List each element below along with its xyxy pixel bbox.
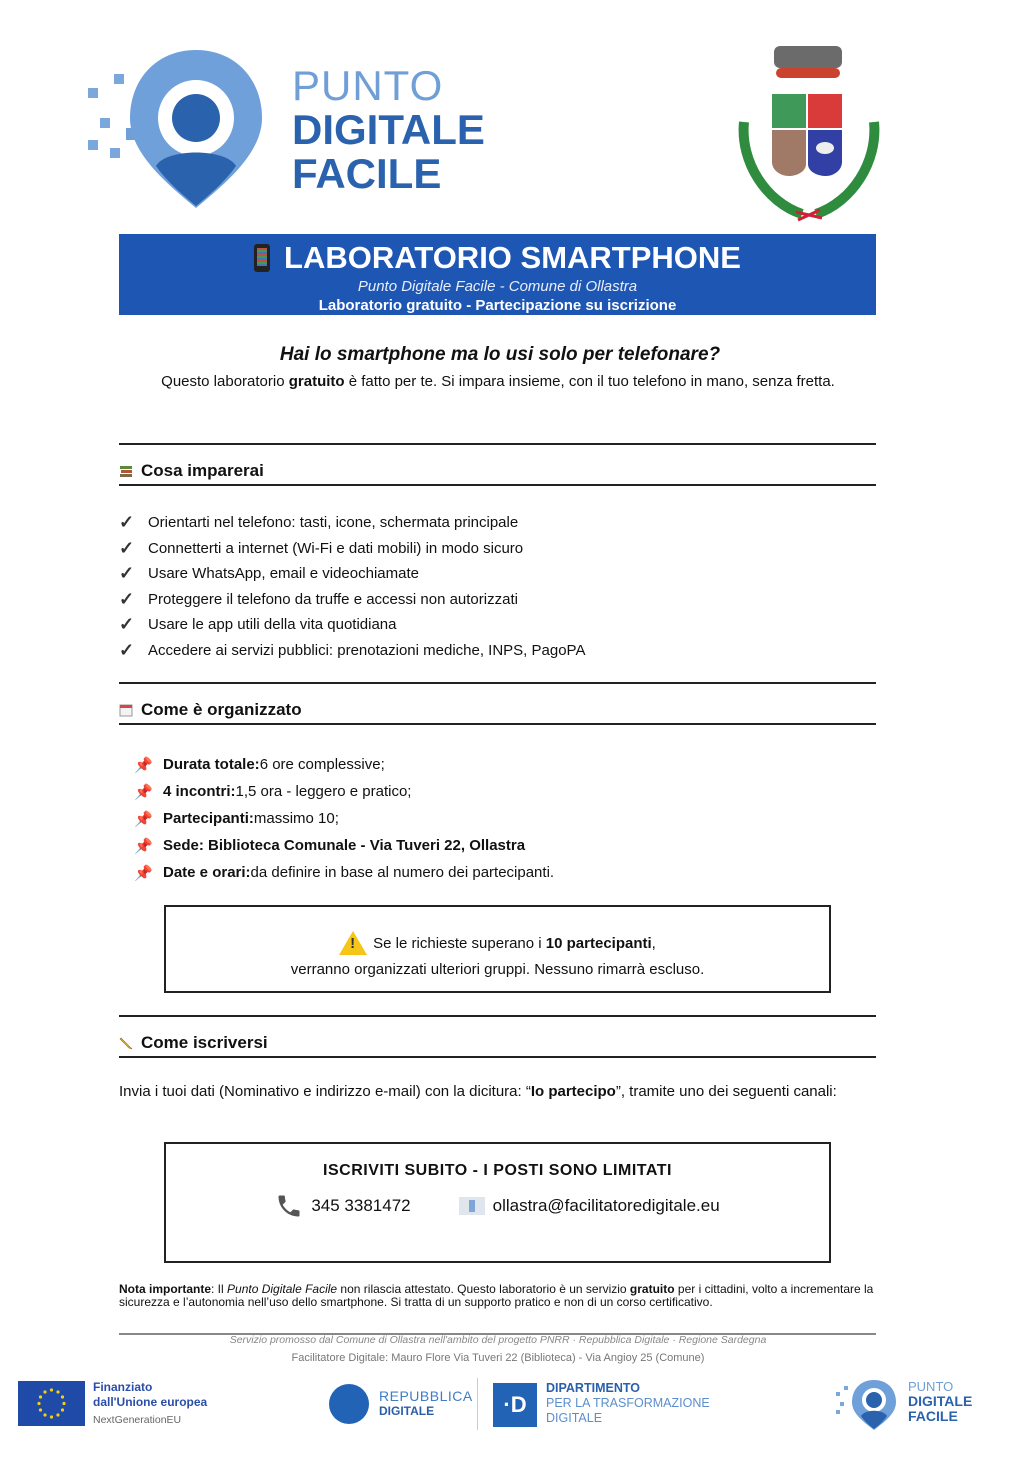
warning-line-2: verranno organizzati ulteriori gruppi. Nessuno rimarrà escluso.: [290, 961, 705, 978]
note-label: Nota importante: [119, 1282, 212, 1296]
mobile-phone-icon: [254, 244, 270, 272]
repubblica-digitale-logo-icon: [329, 1384, 369, 1424]
banner-subtitle: Punto Digitale Facile - Comune di Ollastra: [357, 278, 638, 295]
small-logo-text-3: FACILE: [908, 1408, 958, 1424]
section-divider: [119, 1015, 876, 1017]
section-divider: [119, 484, 876, 486]
section-divider: [119, 723, 876, 725]
note-text-italic: Punto Digitale Facile: [227, 1282, 338, 1296]
section-title-organization: [119, 700, 302, 720]
section-divider: [119, 682, 876, 684]
check-icon: ✓: [119, 512, 135, 533]
item-label: Sede: Biblioteca Comunale - Via Tuveri 22, Ollastra: [163, 837, 526, 854]
dipartimento-text-1: DIPARTIMENTO: [546, 1381, 640, 1395]
list-item: [134, 832, 554, 859]
warning-text-bold: 10 partecipanti: [545, 934, 652, 952]
enroll-text: ”, tramite uno dei seguenti canali:: [615, 1083, 837, 1100]
intro-question: Hai lo smartphone ma lo usi solo per telefonare?: [279, 344, 721, 365]
intro-text-part: Questo laboratorio: [161, 373, 289, 390]
enroll-text: Invia i tuoi dati (Nominativo e indirizzo e-mail) con la dicitura: “: [119, 1083, 531, 1100]
logo-separator: [477, 1378, 478, 1430]
list-item: [119, 612, 585, 638]
small-logo-text-2: DIGITALE: [908, 1393, 973, 1409]
warning-icon: !: [339, 931, 367, 955]
phone-number[interactable]: 345 3381472: [311, 1196, 411, 1215]
repubblica-digitale-text-2: DIGITALE: [379, 1404, 435, 1418]
learn-list: [119, 510, 585, 663]
list-item-text: Usare le app utili della vita quotidiana: [148, 616, 397, 634]
municipal-crest-icon: [736, 42, 882, 226]
item-label: Date e orari:: [163, 864, 251, 881]
organization-list: [134, 751, 554, 886]
enroll-text-bold: Io partecipo: [530, 1083, 616, 1100]
note-text: per i cittadini, volto a incrementare la sicurezza e l’autonomia nell’uso dello smartphone. Si tratta di un supporto pratico e non di un corso certificativo.: [119, 1282, 874, 1309]
logo-word-facile: FACILE: [292, 150, 442, 197]
logo-word-digitale: DIGITALE: [292, 106, 485, 153]
item-value: 6 ore complessive;: [259, 756, 385, 773]
small-logo-text-1: PUNTO: [908, 1379, 954, 1394]
phone-contact[interactable]: [275, 1192, 410, 1220]
contact-row: [166, 1192, 829, 1220]
eu-text-line: dall'Unione europea: [93, 1395, 208, 1409]
list-item-text: Proteggere il telefono da truffe e accessi non autorizzati: [148, 590, 518, 608]
section-title-enroll: [119, 1033, 268, 1053]
footer-contact-line: Facilitatore Digitale: Mauro Flore Via Tuveri 22 (Biblioteca) - Via Angioy 25 (Comune): [291, 1352, 705, 1364]
logo-word-punto: PUNTO: [292, 62, 444, 109]
note-text: : Il: [211, 1282, 228, 1296]
warning-line-1: [166, 931, 829, 955]
eu-funding-text: [93, 1380, 207, 1410]
banner-title-row: [119, 238, 876, 278]
email-address[interactable]: ollastra@facilitatoredigitale.eu: [492, 1196, 720, 1215]
eu-text-line: Finanziato: [93, 1380, 153, 1394]
item-value: da definire in base al numero dei partecipanti.: [250, 864, 555, 881]
dipartimento-text-3: DIGITALE: [546, 1411, 603, 1425]
title-banner: [119, 234, 876, 315]
list-item-text: Usare WhatsApp, email e videochiamate: [148, 565, 419, 583]
eu-flag-icon: [18, 1381, 85, 1426]
check-icon: ✓: [119, 563, 135, 584]
banner-tagline: Laboratorio gratuito - Partecipazione su iscrizione: [318, 297, 677, 314]
warning-text: ,: [651, 934, 656, 952]
pushpin-icon: 📌: [134, 810, 153, 828]
section-title-text: Come iscriversi: [141, 1033, 268, 1052]
note-text: non rilascia attestato. Questo laboratorio è un servizio: [337, 1282, 630, 1296]
check-icon: ✓: [119, 537, 135, 558]
list-item: [134, 805, 554, 832]
list-item-text: Accedere ai servizi pubblici: prenotazioni mediche, INPS, PagoPA: [148, 641, 586, 659]
warning-box: [164, 905, 831, 993]
list-item: [119, 561, 585, 587]
check-icon: ✓: [119, 614, 135, 635]
pencil-icon: [119, 1036, 133, 1050]
list-item-text: Orientarti nel telefono: tasti, icone, schermata principale: [148, 514, 519, 532]
banner-title: LABORATORIO SMARTPHONE: [284, 240, 741, 275]
punto-digitale-facile-small-logo-icon: [834, 1378, 902, 1430]
repubblica-digitale-text-1: REPUBBLICA: [379, 1388, 473, 1404]
item-label: 4 incontri:: [163, 783, 236, 800]
next-generation-eu-text: NextGenerationEU: [93, 1414, 182, 1426]
enroll-instructions: [119, 1082, 864, 1102]
section-title-text: Cosa imparerai: [141, 461, 264, 480]
email-contact[interactable]: [459, 1196, 720, 1216]
item-label: Partecipanti:: [163, 810, 254, 827]
dipartimento-logo-icon: ·D: [493, 1383, 537, 1427]
list-item: [134, 778, 554, 805]
check-icon: ✓: [119, 588, 135, 609]
list-item: [119, 510, 585, 536]
list-item: [119, 536, 585, 562]
contact-box: [164, 1142, 831, 1263]
list-item: [119, 587, 585, 613]
list-item-text: Connetterti a internet (Wi-Fi e dati mobili) in modo sicuro: [148, 539, 524, 557]
calendar-icon: [119, 703, 133, 717]
pushpin-icon: 📌: [134, 864, 153, 882]
list-item: [134, 859, 554, 886]
warning-text: Se le richieste superano i: [373, 934, 546, 952]
contact-box-title: ISCRIVITI SUBITO - I POSTI SONO LIMITATI: [323, 1162, 672, 1179]
pushpin-icon: 📌: [134, 783, 153, 801]
item-label: Durata totale:: [163, 756, 260, 773]
section-title-learn: [119, 461, 264, 481]
item-value: 1,5 ora - leggero e pratico;: [235, 783, 412, 800]
intro-text-bold: gratuito: [288, 373, 345, 390]
pushpin-icon: 📌: [134, 756, 153, 774]
list-item: [119, 638, 585, 664]
intro-text: [0, 373, 996, 390]
footer-promo-line: Servizio promosso dal Comune di Ollastra nell'ambito del progetto PNRR · Repubblica Digitale · Regione Sardegna: [229, 1334, 767, 1346]
intro-text-part: è fatto per te. Si impara insieme, con il tuo telefono in mano, senza fretta.: [344, 373, 835, 390]
section-title-text: Come è organizzato: [141, 700, 302, 719]
check-icon: ✓: [119, 639, 135, 660]
pushpin-icon: 📌: [134, 837, 153, 855]
list-item: [134, 751, 554, 778]
note-text-bold: gratuito: [629, 1282, 675, 1296]
section-divider: [119, 1056, 876, 1058]
dipartimento-text-2: PER LA TRASFORMAZIONE: [546, 1396, 710, 1410]
section-divider: [119, 443, 876, 445]
item-value: massimo 10;: [253, 810, 339, 827]
important-note: [119, 1283, 879, 1309]
telephone-icon: [275, 1192, 303, 1220]
books-icon: [119, 464, 133, 478]
email-icon: [459, 1197, 485, 1215]
